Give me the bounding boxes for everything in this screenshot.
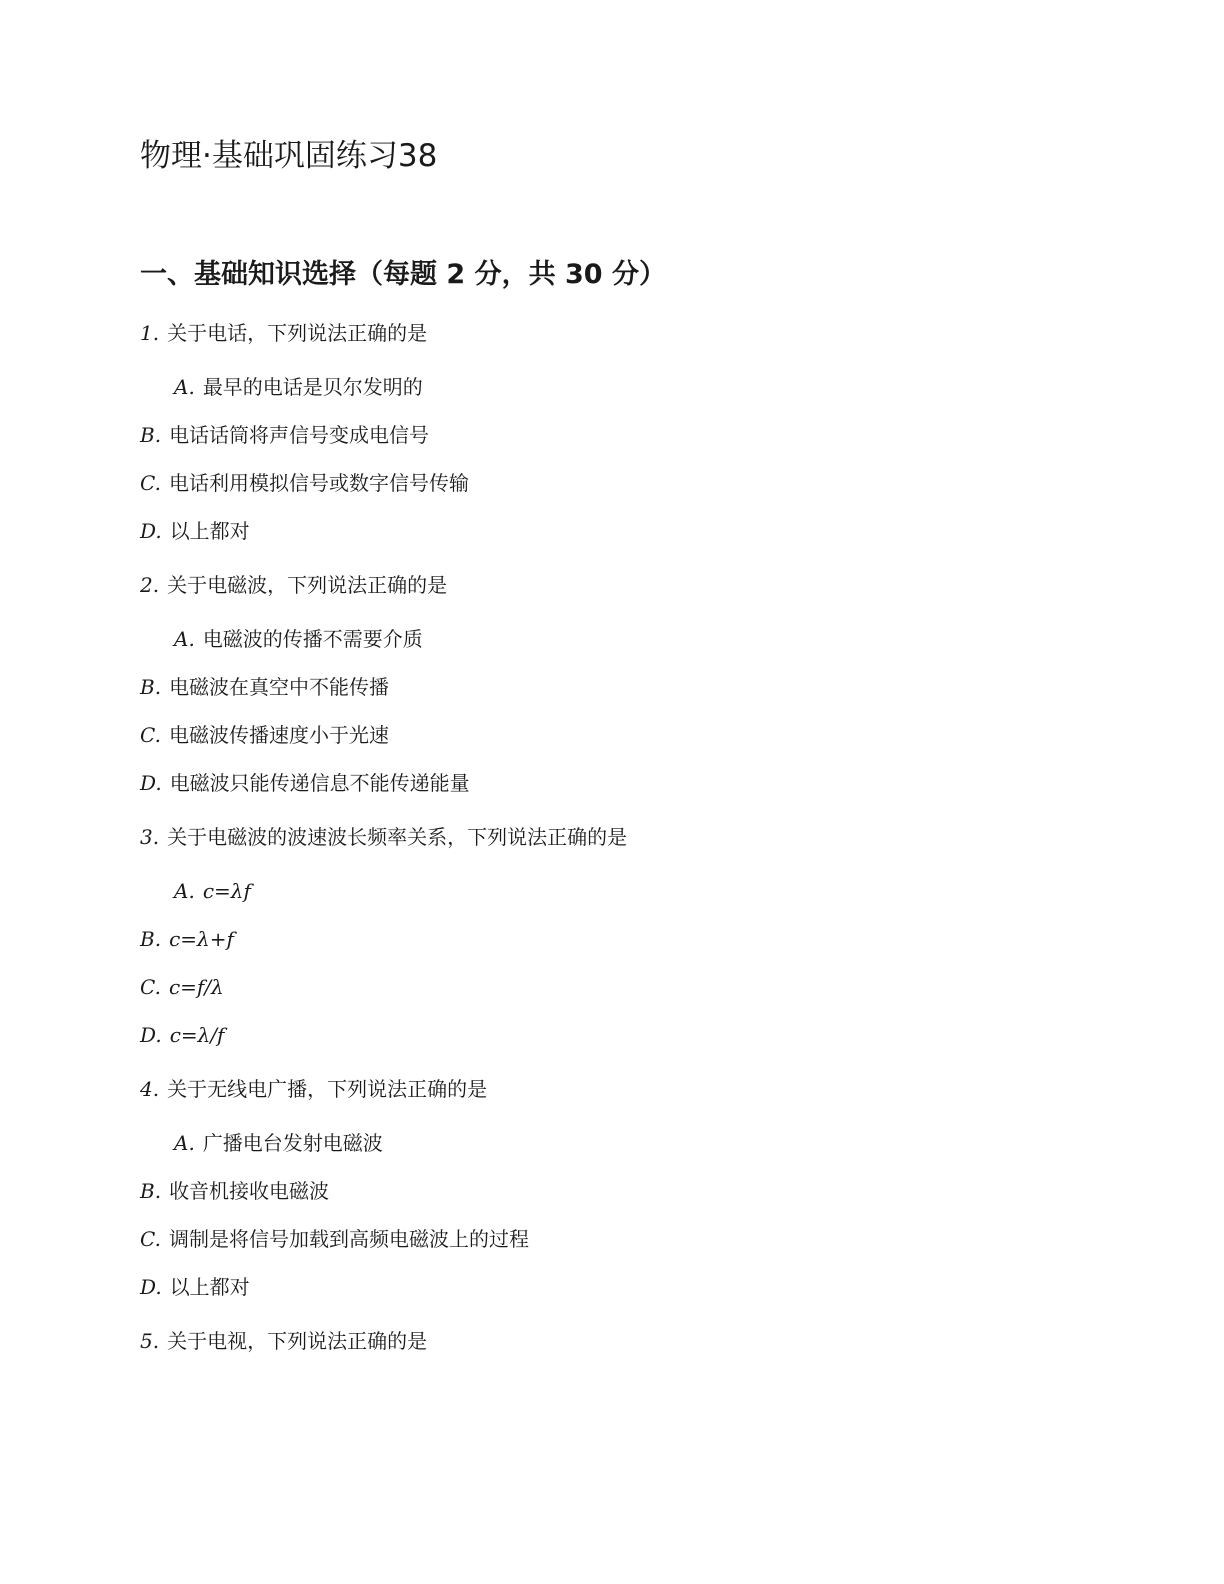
question-text: 关于无线电广播，下列说法正确的是 <box>167 1077 488 1101</box>
option-label: C. <box>140 723 161 747</box>
question-number: 3. <box>140 825 160 849</box>
question-text: 关于电话，下列说法正确的是 <box>167 321 428 345</box>
option-label: B. <box>140 423 162 447</box>
section-heading: 一、基础知识选择（每题 2 分，共 30 分） <box>140 259 666 290</box>
option-text: 以上都对 <box>169 1275 250 1299</box>
question-3-option-c <box>140 972 224 1002</box>
option-label: A. <box>174 1131 195 1155</box>
question-4-option-c <box>140 1224 529 1254</box>
option-text: 电磁波的传播不需要介质 <box>202 627 423 651</box>
question-number: 1. <box>140 321 160 345</box>
option-formula: c=λ+f <box>169 927 234 951</box>
question-3-option-a <box>174 876 251 906</box>
option-text: 电话话筒将声信号变成电信号 <box>169 423 430 447</box>
option-text: 广播电台发射电磁波 <box>202 1131 383 1155</box>
question-4-option-d <box>140 1272 250 1302</box>
option-label: C. <box>140 1227 161 1251</box>
question-1-option-d <box>140 516 250 546</box>
option-formula: c=λ/f <box>169 1023 225 1047</box>
question-2-option-d <box>140 768 470 798</box>
option-label: D. <box>140 1023 162 1047</box>
option-label: B. <box>140 675 162 699</box>
option-text: 以上都对 <box>169 519 250 543</box>
option-text: 最早的电话是贝尔发明的 <box>202 375 423 399</box>
question-4-option-b <box>140 1176 329 1206</box>
question-4 <box>140 1074 487 1104</box>
option-text: 电磁波在真空中不能传播 <box>169 675 390 699</box>
question-3 <box>140 822 627 852</box>
document-title: 物理·基础巩固练习38 <box>140 138 438 174</box>
question-text: 关于电磁波，下列说法正确的是 <box>167 573 448 597</box>
option-label: C. <box>140 471 161 495</box>
option-label: B. <box>140 1179 162 1203</box>
question-number: 4. <box>140 1077 160 1101</box>
question-5 <box>140 1326 427 1356</box>
option-text: 电磁波传播速度小于光速 <box>168 723 389 747</box>
question-2-option-c <box>140 720 389 750</box>
option-label: B. <box>140 927 162 951</box>
option-text: 电磁波只能传递信息不能传递能量 <box>169 771 470 795</box>
question-2-option-b <box>140 672 389 702</box>
question-4-option-a <box>174 1128 383 1158</box>
option-label: D. <box>140 771 162 795</box>
question-3-option-b <box>140 924 234 954</box>
option-label: D. <box>140 1275 162 1299</box>
question-3-option-d <box>140 1020 224 1050</box>
option-formula: c=λf <box>202 879 251 903</box>
option-label: C. <box>140 975 161 999</box>
question-number: 5. <box>140 1329 160 1353</box>
option-label: D. <box>140 519 162 543</box>
option-label: A. <box>174 627 195 651</box>
question-2-option-a <box>174 624 423 654</box>
question-text: 关于电磁波的波速波长频率关系，下列说法正确的是 <box>167 825 628 849</box>
question-1-option-b <box>140 420 429 450</box>
question-1 <box>140 318 427 348</box>
question-text: 关于电视，下列说法正确的是 <box>167 1329 428 1353</box>
option-formula: c=f/λ <box>168 975 224 999</box>
question-2 <box>140 570 447 600</box>
question-number: 2. <box>140 573 160 597</box>
question-1-option-c <box>140 468 469 498</box>
option-text: 调制是将信号加载到高频电磁波上的过程 <box>168 1227 529 1251</box>
option-label: A. <box>174 375 195 399</box>
option-text: 收音机接收电磁波 <box>169 1179 330 1203</box>
option-label: A. <box>174 879 195 903</box>
question-1-option-a <box>174 372 423 402</box>
option-text: 电话利用模拟信号或数字信号传输 <box>168 471 469 495</box>
